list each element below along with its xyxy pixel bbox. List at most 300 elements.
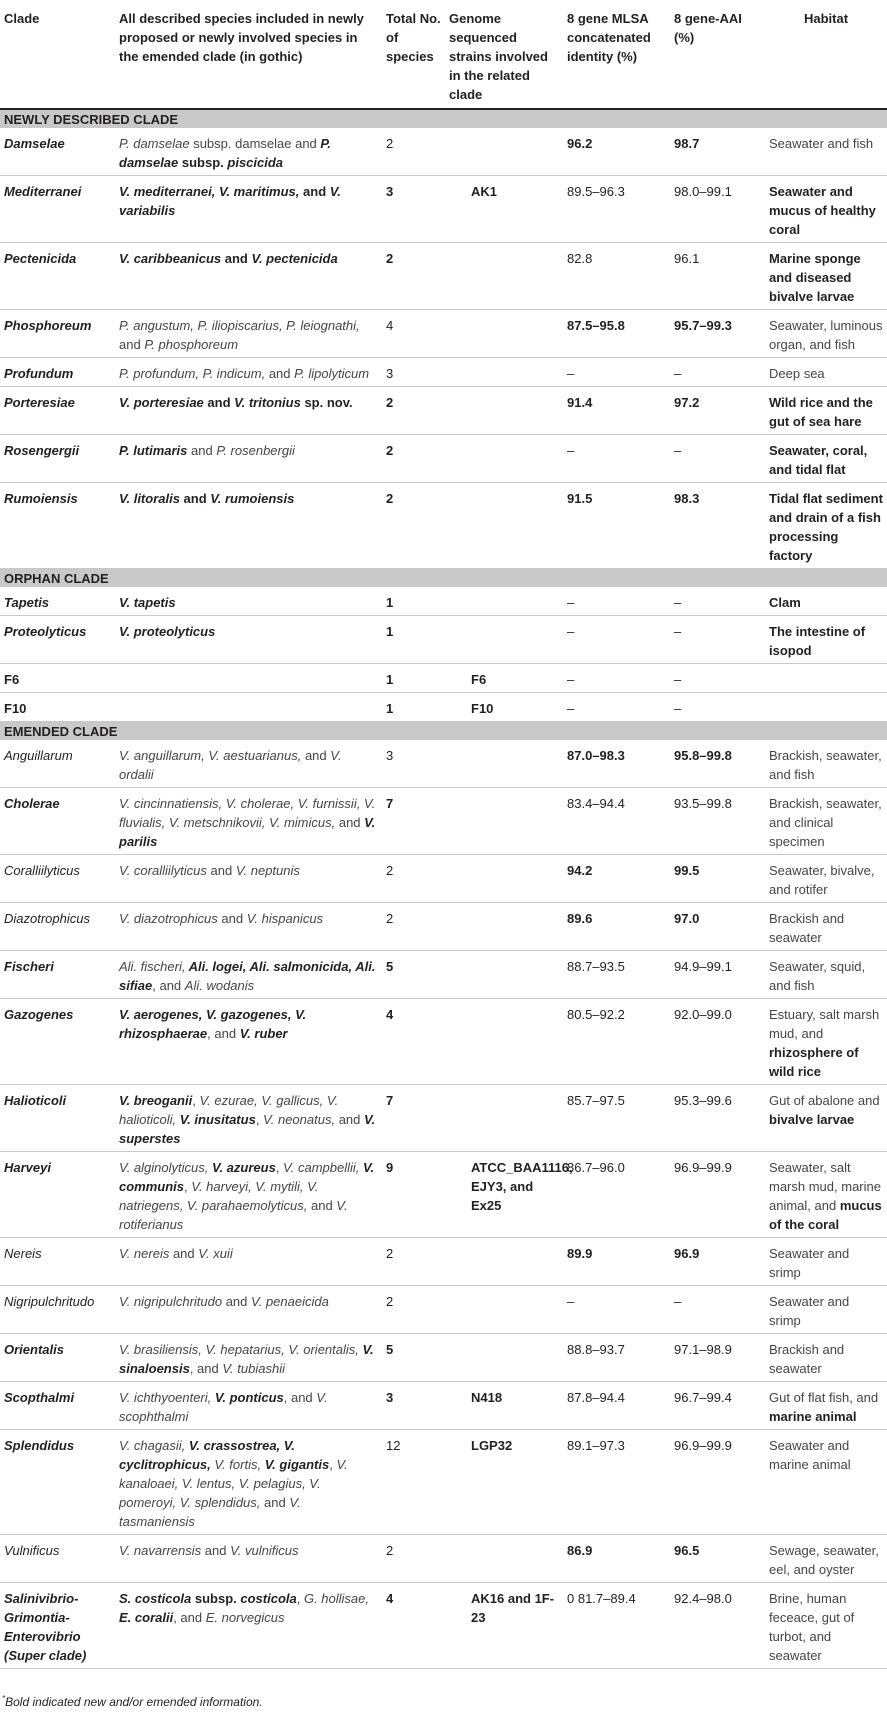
text-run: and [265, 366, 295, 381]
total-cell: 2 [382, 1535, 445, 1583]
species-cell [115, 788, 382, 855]
text-run: The intestine of isopod [769, 624, 866, 658]
text-run: V. proteolyticus [119, 624, 216, 639]
genome-cell [445, 999, 563, 1085]
text-run: V. tritonius [234, 395, 301, 410]
text-run: P. angustum, P. iliopiscarius, P. leiognathi, [119, 318, 360, 333]
species-cell [115, 435, 382, 483]
table-row [0, 664, 887, 693]
genome-cell [445, 483, 563, 569]
total-cell: 3 [382, 176, 445, 243]
table-row [0, 1152, 887, 1238]
header-habitat: Habitat [765, 0, 887, 109]
aai-cell: – [670, 664, 765, 693]
clade-cell: Tapetis [0, 587, 115, 616]
aai-cell: 99.5 [670, 855, 765, 903]
total-cell: 2 [382, 1238, 445, 1286]
aai-cell: 97.2 [670, 387, 765, 435]
clade-cell: Proteolyticus [0, 616, 115, 664]
total-cell: 2 [382, 483, 445, 569]
mlsa-cell: – [563, 435, 670, 483]
species-cell [115, 855, 382, 903]
habitat-cell [765, 1334, 887, 1382]
mlsa-cell: – [563, 587, 670, 616]
clade-cell: Mediterranei [0, 176, 115, 243]
text-run: Seawater, luminous organ, and fish [769, 318, 883, 352]
text-run: Tidal flat sediment and drain of a fish processing factory [769, 491, 883, 563]
clade-cell: F6 [0, 664, 115, 693]
text-run: subsp. damselae and [189, 136, 321, 151]
aai-cell: 95.3–99.6 [670, 1085, 765, 1152]
total-cell: 3 [382, 740, 445, 788]
text-run: V. neonatus, [263, 1112, 336, 1127]
text-run: V. inusitatus [176, 1112, 256, 1127]
mlsa-cell: 83.4–94.4 [563, 788, 670, 855]
table-row [0, 1382, 887, 1430]
clade-cell: Damselae [0, 128, 115, 176]
total-cell: 2 [382, 855, 445, 903]
clade-cell: Orientalis [0, 1334, 115, 1382]
text-run: Wild rice and the gut of sea hare [769, 395, 873, 429]
text-run: Seawater, bivalve, and rotifer [769, 863, 875, 897]
species-cell [115, 693, 382, 722]
total-cell: 5 [382, 951, 445, 999]
text-run: V. alginolyticus, [119, 1160, 209, 1175]
total-cell: 7 [382, 1085, 445, 1152]
habitat-cell [765, 483, 887, 569]
species-cell [115, 1152, 382, 1238]
genome-cell [445, 1238, 563, 1286]
text-run: , [275, 1160, 284, 1175]
species-cell [115, 1286, 382, 1334]
table-row [0, 358, 887, 387]
genome-cell: LGP32 [445, 1430, 563, 1535]
mlsa-cell: 0 81.7–89.4 [563, 1583, 670, 1669]
total-cell: 1 [382, 587, 445, 616]
text-run: V. communis [119, 1160, 375, 1194]
mlsa-cell: 96.2 [563, 128, 670, 176]
genome-cell: ATCC_BAA1116, EJY3, and Ex25 [445, 1152, 563, 1238]
text-run: , [255, 1112, 264, 1127]
total-cell: 4 [382, 999, 445, 1085]
text-run: marine animal [769, 1409, 857, 1424]
text-run: Seawater and srimp [769, 1294, 850, 1328]
text-run: V. breoganii [119, 1093, 193, 1108]
table-row [0, 1430, 887, 1535]
text-run: V. brasiliensis, V. hepatarius, V. orientalis, [119, 1342, 359, 1357]
table-row [0, 788, 887, 855]
text-run: V. sinaloensis [119, 1342, 374, 1376]
text-run: V. penaeicida [251, 1294, 329, 1309]
text-run: G. hollisae, [303, 1591, 370, 1606]
table-row [0, 128, 887, 176]
text-run: , and [207, 1026, 240, 1041]
species-cell [115, 483, 382, 569]
text-run: Deep sea [769, 366, 825, 381]
genome-cell [445, 1535, 563, 1583]
total-cell: 12 [382, 1430, 445, 1535]
text-run: and [299, 184, 327, 199]
section-title: EMENDED CLADE [0, 722, 887, 741]
text-run: rhizosphere of wild rice [769, 1045, 859, 1079]
clade-cell: Cholerae [0, 788, 115, 855]
aai-cell: 92.0–99.0 [670, 999, 765, 1085]
habitat-cell [765, 435, 887, 483]
text-run: V. azureus [208, 1160, 276, 1175]
text-run: costicola [240, 1591, 297, 1606]
total-cell: 4 [382, 310, 445, 358]
text-run: V. ponticus [211, 1390, 284, 1405]
species-cell [115, 951, 382, 999]
species-cell [115, 1334, 382, 1382]
text-run: V. coralliilyticus [119, 863, 207, 878]
aai-cell: – [670, 358, 765, 387]
mlsa-cell: 94.2 [563, 855, 670, 903]
aai-cell: 95.8–99.8 [670, 740, 765, 788]
text-run: V. vulnificus [230, 1543, 299, 1558]
text-run: V. xuii [198, 1246, 233, 1261]
mlsa-cell: 86.7–96.0 [563, 1152, 670, 1238]
habitat-cell [765, 1430, 887, 1535]
text-run: and [222, 1294, 252, 1309]
table-row [0, 616, 887, 664]
text-run: Marine sponge and diseased bivalve larvae [769, 251, 861, 304]
text-run: Brackish, seawater, and fish [769, 748, 882, 782]
text-run: Brine, human feceace, gut of turbot, and seawater [769, 1591, 855, 1663]
text-run: P. damselae [119, 136, 190, 151]
species-cell [115, 616, 382, 664]
aai-cell: 97.0 [670, 903, 765, 951]
total-cell: 1 [382, 664, 445, 693]
species-cell [115, 1085, 382, 1152]
text-run: V. anguillarum, V. aestuarianus, [119, 748, 302, 763]
text-run: V. fortis, [210, 1457, 262, 1472]
clade-cell: Rosengergii [0, 435, 115, 483]
genome-cell: F6 [445, 664, 563, 693]
total-cell: 2 [382, 1286, 445, 1334]
aai-cell: 96.9–99.9 [670, 1152, 765, 1238]
genome-cell [445, 435, 563, 483]
clade-cell: Halioticoli [0, 1085, 115, 1152]
clade-cell: Profundum [0, 358, 115, 387]
text-run: V. porteresiae [119, 395, 204, 410]
species-cell [115, 358, 382, 387]
footnote-text: Bold indicated new and/or emended information. [5, 1695, 263, 1709]
text-run: Seawater and mucus of healthy coral [769, 184, 876, 237]
text-run: Seawater and fish [769, 136, 874, 151]
species-cell [115, 387, 382, 435]
clade-cell: Porteresiae [0, 387, 115, 435]
text-run: sp. nov. [300, 395, 353, 410]
text-run: V. crassostrea, V. cyclitrophicus, [119, 1438, 295, 1472]
total-cell: 2 [382, 128, 445, 176]
text-run: , [329, 1457, 337, 1472]
genome-cell [445, 1085, 563, 1152]
habitat-cell [765, 1583, 887, 1669]
habitat-cell [765, 128, 887, 176]
aai-cell: – [670, 587, 765, 616]
table-row [0, 483, 887, 569]
text-run: V. tubiashii [222, 1361, 285, 1376]
section-header-row [0, 109, 887, 128]
habitat-cell [765, 693, 887, 722]
text-run: and [206, 863, 236, 878]
mlsa-cell: 87.5–95.8 [563, 310, 670, 358]
species-cell [115, 903, 382, 951]
aai-cell: 96.5 [670, 1535, 765, 1583]
text-run: and [187, 443, 217, 458]
text-run: V. rotiferianus [119, 1198, 348, 1232]
mlsa-cell: 88.8–93.7 [563, 1334, 670, 1382]
clade-cell: Phosphoreum [0, 310, 115, 358]
total-cell: 3 [382, 1382, 445, 1430]
clade-cell: Scopthalmi [0, 1382, 115, 1430]
mlsa-cell: – [563, 358, 670, 387]
clade-cell: Nereis [0, 1238, 115, 1286]
text-run: V. ordalii [119, 748, 342, 782]
header-aai: 8 gene-AAI (%) [670, 0, 765, 109]
species-cell [115, 128, 382, 176]
aai-cell: – [670, 1286, 765, 1334]
text-run: V. nigripulchritudo [119, 1294, 223, 1309]
text-run: and [335, 1112, 365, 1127]
clade-cell: Pectenicida [0, 243, 115, 310]
species-cell [115, 1430, 382, 1535]
total-cell: 1 [382, 693, 445, 722]
text-run: V. superstes [119, 1112, 376, 1146]
text-run: Sewage, seawater, eel, and oyster [769, 1543, 879, 1577]
genome-cell: AK1 [445, 176, 563, 243]
text-run: V. variabilis [119, 184, 341, 218]
clade-cell: Salinivibrio-Grimontia-Enterovibrio (Super clade) [0, 1583, 115, 1669]
text-run: V. pectenicida [251, 251, 338, 266]
total-cell: 2 [382, 903, 445, 951]
text-run: , [192, 1093, 200, 1108]
table-row [0, 310, 887, 358]
aai-cell: 96.9 [670, 1238, 765, 1286]
habitat-cell [765, 358, 887, 387]
text-run: V. tasmaniensis [119, 1495, 301, 1529]
species-cell [115, 587, 382, 616]
table-row [0, 1238, 887, 1286]
text-run: E. norvegicus [205, 1610, 285, 1625]
species-cell [115, 176, 382, 243]
text-run: , [184, 1179, 192, 1194]
aai-cell: 98.7 [670, 128, 765, 176]
header-total: Total No. of species [382, 0, 445, 109]
mlsa-cell: 91.4 [563, 387, 670, 435]
text-run: P. damselae [119, 136, 332, 170]
mlsa-cell: – [563, 664, 670, 693]
species-cell [115, 1382, 382, 1430]
text-run: V. litoralis [119, 491, 180, 506]
table-row [0, 999, 887, 1085]
text-run: Brackish, seawater, and clinical specimen [769, 796, 882, 849]
clade-cell: Coralliilyticus [0, 855, 115, 903]
clade-cell: Diazotrophicus [0, 903, 115, 951]
habitat-cell [765, 855, 887, 903]
text-run: P. profundum, P. indicum, [119, 366, 266, 381]
text-run: V. aerogenes, V. gazogenes, V. rhizosphaerae [119, 1007, 307, 1041]
genome-cell: AK16 and 1F-23 [445, 1583, 563, 1669]
habitat-cell [765, 387, 887, 435]
text-run: , and [173, 1610, 206, 1625]
table-row [0, 1085, 887, 1152]
header-clade: Clade [0, 0, 115, 109]
clade-cell: Nigripulchritudo [0, 1286, 115, 1334]
text-run: and [307, 1198, 337, 1213]
text-run: V. chagasii, [119, 1438, 186, 1453]
total-cell: 3 [382, 358, 445, 387]
text-run: V. mediterranei, V. maritimus, [119, 184, 300, 199]
habitat-cell [765, 788, 887, 855]
text-run: V. nereis [119, 1246, 170, 1261]
genome-cell: N418 [445, 1382, 563, 1430]
total-cell: 2 [382, 387, 445, 435]
footnote-mark: * [2, 1694, 6, 1703]
aai-cell: 98.3 [670, 483, 765, 569]
clade-cell: Rumoiensis [0, 483, 115, 569]
text-run: Ali. wodanis [184, 978, 255, 993]
habitat-cell [765, 951, 887, 999]
text-run: P. rosenbergii [216, 443, 295, 458]
text-run: Ali. fischeri, [119, 959, 186, 974]
aai-cell: 97.1–98.9 [670, 1334, 765, 1382]
genome-cell [445, 951, 563, 999]
habitat-cell [765, 616, 887, 664]
text-run: mucus of the coral [769, 1198, 882, 1232]
genome-cell [445, 903, 563, 951]
mlsa-cell: – [563, 616, 670, 664]
habitat-cell [765, 1286, 887, 1334]
habitat-cell [765, 1152, 887, 1238]
species-cell [115, 999, 382, 1085]
table-row [0, 855, 887, 903]
table-row [0, 1535, 887, 1583]
text-run: V. ezurae, V. gallicus, V. halioticoli, [119, 1093, 339, 1127]
text-run: V. diazotrophicus [119, 911, 218, 926]
text-run: piscicida [227, 155, 284, 170]
text-run: P. lutimaris [119, 443, 188, 458]
table-row [0, 176, 887, 243]
aai-cell: 93.5–99.8 [670, 788, 765, 855]
text-run: Estuary, salt marsh mud, and [769, 1007, 880, 1041]
text-run: and [169, 1246, 199, 1261]
text-run: subsp. [191, 1591, 241, 1606]
header-genome: Genome sequenced strains involved in the related clade [445, 0, 563, 109]
species-cell [115, 310, 382, 358]
text-run: V. ruber [239, 1026, 288, 1041]
aai-cell: – [670, 616, 765, 664]
text-run: E. coralii [119, 1610, 174, 1625]
species-cell [115, 1535, 382, 1583]
total-cell: 1 [382, 616, 445, 664]
text-run: V. scophthalmi [119, 1390, 328, 1424]
text-run: V. rumoiensis [210, 491, 295, 506]
mlsa-cell: – [563, 1286, 670, 1334]
mlsa-cell: 89.5–96.3 [563, 176, 670, 243]
text-run: V. gigantis [261, 1457, 330, 1472]
habitat-cell [765, 1535, 887, 1583]
table-row [0, 1583, 887, 1669]
text-run: Brackish and seawater [769, 1342, 845, 1376]
genome-cell [445, 358, 563, 387]
text-run: Seawater and srimp [769, 1246, 850, 1280]
genome-cell: F10 [445, 693, 563, 722]
table-row [0, 387, 887, 435]
text-run: and [201, 1543, 231, 1558]
mlsa-cell: 89.6 [563, 903, 670, 951]
genome-cell [445, 310, 563, 358]
text-run: S. costicola [119, 1591, 192, 1606]
mlsa-cell: – [563, 693, 670, 722]
mlsa-cell: 87.8–94.4 [563, 1382, 670, 1430]
aai-cell: 94.9–99.1 [670, 951, 765, 999]
text-run: and [179, 491, 211, 506]
aai-cell: 95.7–99.3 [670, 310, 765, 358]
mlsa-cell: 85.7–97.5 [563, 1085, 670, 1152]
clade-cell: Splendidus [0, 1430, 115, 1535]
footnote [2, 1694, 263, 1709]
genome-cell [445, 243, 563, 310]
text-run: , and [283, 1390, 317, 1405]
text-run: V. tapetis [119, 595, 176, 610]
genome-cell [445, 1334, 563, 1382]
header-species: All described species included in newly proposed or newly involved species in the emended clade (in gothic) [115, 0, 382, 109]
text-run: Brackish and seawater [769, 911, 845, 945]
mlsa-cell: 86.9 [563, 1535, 670, 1583]
genome-cell [445, 855, 563, 903]
aai-cell: 96.7–99.4 [670, 1382, 765, 1430]
text-run: , [296, 1591, 304, 1606]
mlsa-cell: 89.9 [563, 1238, 670, 1286]
text-run: V. campbellii, [283, 1160, 360, 1175]
mlsa-cell: 88.7–93.5 [563, 951, 670, 999]
habitat-cell [765, 740, 887, 788]
text-run: V. kanaloaei, V. lentus, V. pelagius, V. pomeroyi, V. splendidus, [119, 1457, 348, 1510]
text-run: Seawater, squid, and fish [769, 959, 866, 993]
species-cell [115, 243, 382, 310]
species-cell [115, 664, 382, 693]
clade-cell: Harveyi [0, 1152, 115, 1238]
mlsa-cell: 87.0–98.3 [563, 740, 670, 788]
species-cell [115, 1583, 382, 1669]
aai-cell: – [670, 693, 765, 722]
text-run: Gut of abalone and [769, 1093, 880, 1108]
text-run: Seawater, coral, and tidal flat [769, 443, 868, 477]
table-row [0, 435, 887, 483]
habitat-cell [765, 1085, 887, 1152]
species-cell [115, 740, 382, 788]
text-run: V. ichthyoenteri, [119, 1390, 212, 1405]
clade-cell: Vulnificus [0, 1535, 115, 1583]
text-run: P. lipolyticum [294, 366, 370, 381]
clade-cell: Anguillarum [0, 740, 115, 788]
habitat-cell [765, 999, 887, 1085]
text-run: and [217, 911, 247, 926]
habitat-cell [765, 1382, 887, 1430]
total-cell: 9 [382, 1152, 445, 1238]
table-row [0, 243, 887, 310]
table-row [0, 951, 887, 999]
habitat-cell [765, 176, 887, 243]
section-header-row [0, 569, 887, 588]
genome-cell [445, 128, 563, 176]
habitat-cell [765, 587, 887, 616]
text-run: and [260, 1495, 290, 1510]
mlsa-cell: 80.5–92.2 [563, 999, 670, 1085]
text-run: V. neptunis [235, 863, 300, 878]
